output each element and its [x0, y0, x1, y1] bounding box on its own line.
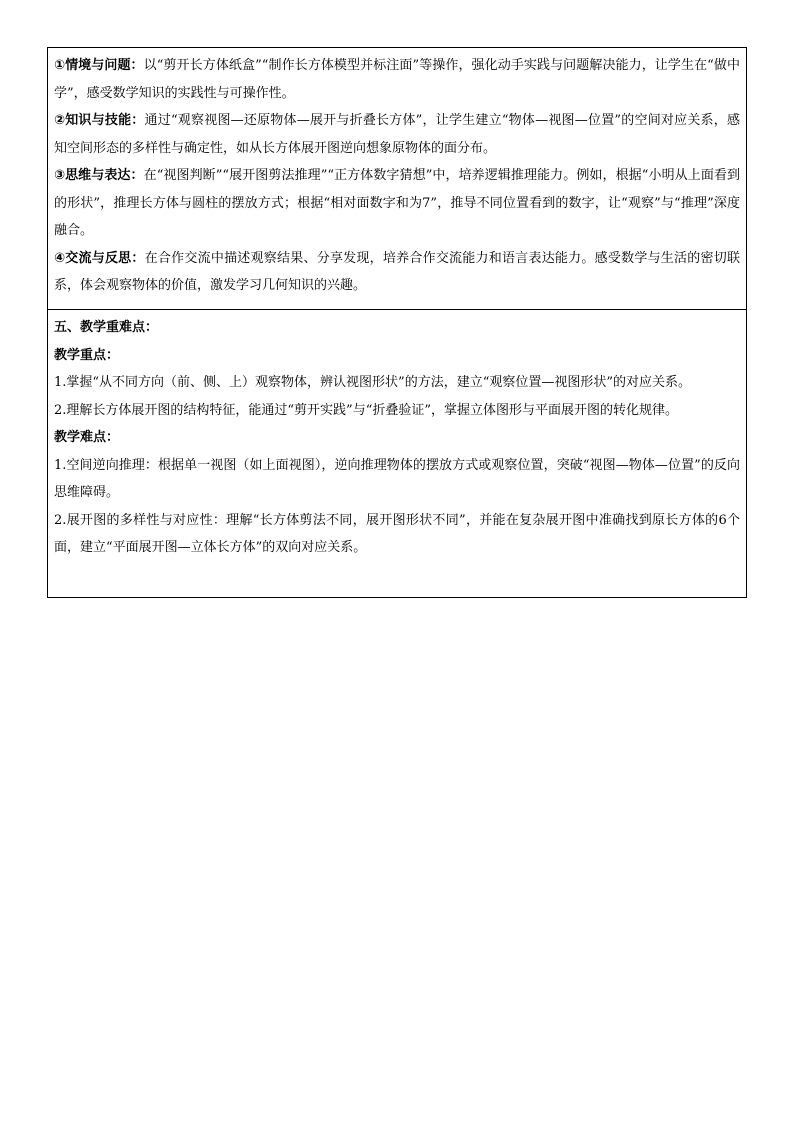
key-point-item: 1.掌握“从不同方向（前、侧、上）观察物体，辨认视图形状”的方法，建立“观察位置—视图形状”的对应关系。 [54, 375, 691, 390]
objective-label: ③思维与表达： [54, 168, 144, 183]
objective-label: ②知识与技能： [54, 113, 145, 128]
objective-label: ④交流与反思： [54, 250, 145, 266]
difficulty-item: 1.空间逆向推理：根据单一视图（如上面视图），逆向推理物体的摆放方式或观察位置，突破“视图—物体—位置”的反向思维障碍。 [54, 457, 740, 500]
key-difficult-points-cell [48, 310, 746, 597]
objective-text: 以“剪开长方体纸盒”“制作长方体模型并标注面”等操作，强化动手实践与问题解决能力，让学生在“做中学”，感受数学知识的实践性与可操作性。 [54, 58, 740, 101]
objective-label: ①情境与问题： [54, 58, 144, 73]
key-point-item: 2.理解长方体展开图的结构特征，能通过“剪开实践”与“折叠验证”，掌握立体图形与平面展开图的转化规律。 [54, 402, 678, 418]
objective-paragraph [54, 162, 740, 245]
difficulty-item: 2.展开图的多样性与对应性：理解“长方体剪法不同，展开图形状不同”，并能在复杂展开图中准确找到原长方体的6个面，建立“平面展开图—立体长方体”的双向对应关系。 [54, 512, 740, 555]
section-five-title: 五、教学重难点： [54, 320, 159, 335]
lesson-plan-table [47, 47, 747, 598]
objective-text: 在合作交流中描述观察结果、分享发现，培养合作交流能力和语言表达能力。感受数学与生活的密切联系，体会观察物体的价值，激发学习几何知识的兴趣。 [54, 250, 740, 293]
difficulties-title: 教学难点： [54, 430, 120, 445]
objective-text: 在“视图判断”“展开图剪法推理”“正方体数字猜想”中，培养逻辑推理能力。例如，根据“小明从上面看到的形状”，推理长方体与圆柱的摆放方式；根据“相对面数字和为7”，推导不同位置看到的数字，让“观察”与“推理”深度融合。 [54, 168, 740, 238]
objectives-cell [48, 48, 746, 310]
objective-text: 通过“观察视图—还原物体—展开与折叠长方体”，让学生建立“物体—视图—位置”的空间对应关系，感知空间形态的多样性与确定性，如从长方体展开图逆向想象原物体的面分布。 [54, 113, 740, 156]
objective-paragraph [54, 245, 740, 300]
key-points-title: 教学重点： [54, 347, 120, 363]
objective-paragraph [54, 52, 740, 107]
objective-paragraph [54, 107, 740, 162]
